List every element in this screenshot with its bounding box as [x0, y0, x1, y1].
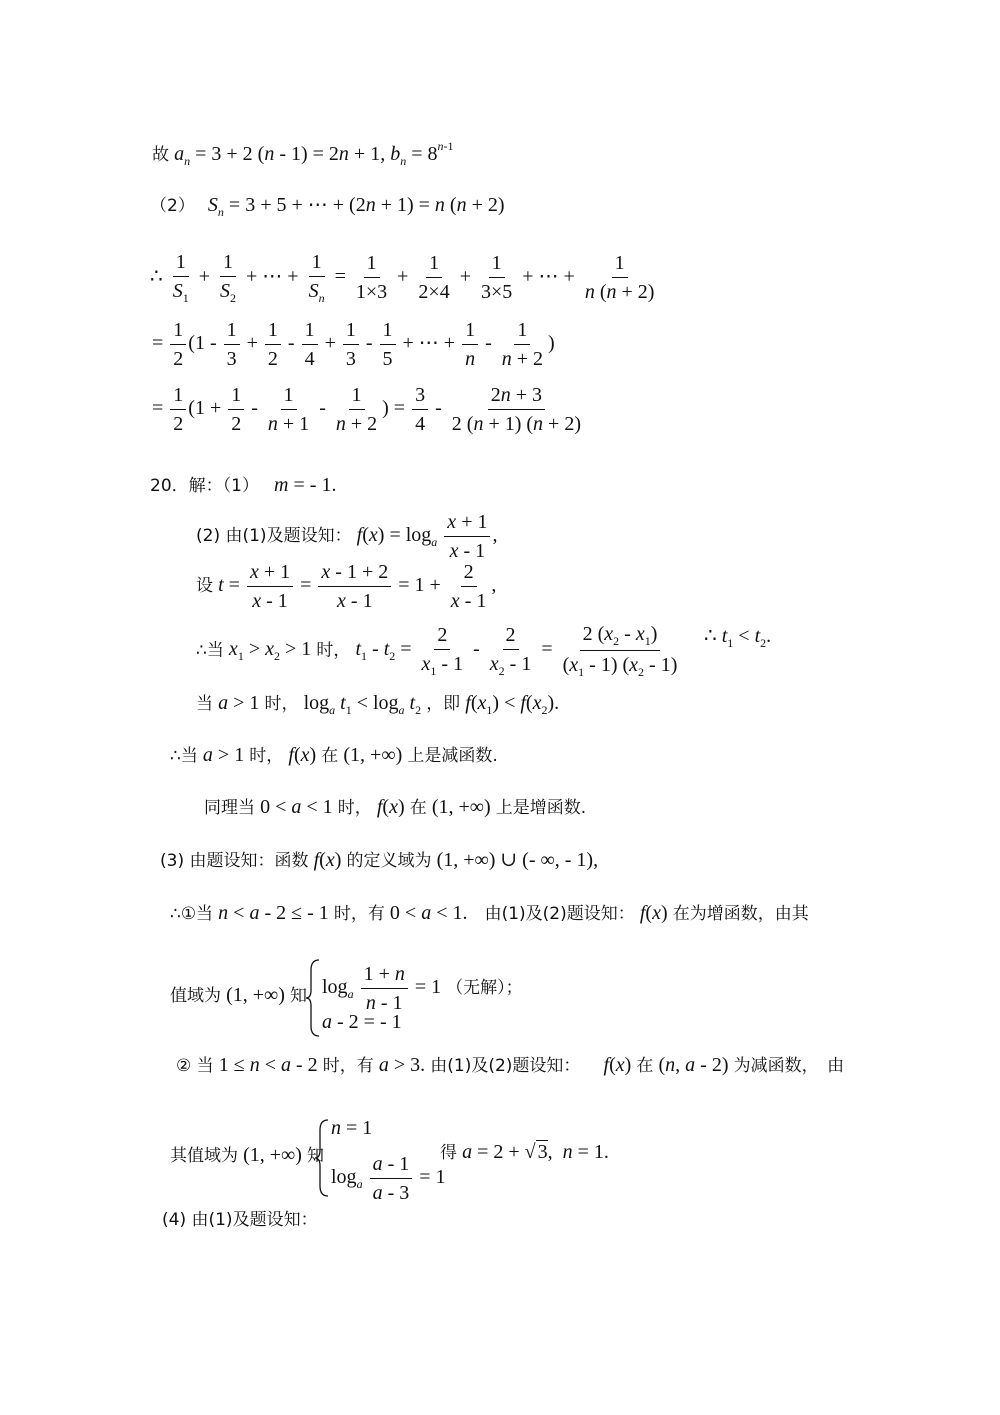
text-part-3: (3) 由题设知：函数 — [160, 851, 309, 871]
math-case-1-cond: n < a - 2 ≤ - 1 — [218, 902, 329, 924]
label-problem-20: 20．解：（1） — [150, 476, 259, 496]
case-1-range — [170, 985, 307, 1005]
math-fx-1: f(x) — [288, 744, 317, 766]
text-dang-1: ∴当 — [196, 640, 224, 661]
formula-log-compare — [196, 693, 559, 716]
math-a-gt-1b: a > 1 — [202, 744, 245, 766]
math-system-2-eq2: $\log_a$ $\frac{a - 1}{a - 3}$ = 1 — [331, 1153, 446, 1204]
case-2-range — [170, 1145, 324, 1165]
case-2-result — [440, 1142, 609, 1162]
text-by-1-2-a: 由(1)及(2)题设知： — [484, 904, 635, 924]
text-zhi-2: 知 — [307, 1146, 325, 1166]
math-t-diff: $t_1 - t_2$ = $\frac{2}{x_1 - 1}$ - $\frac{2}{x_2 - 1}$ = $\frac{2 (x_2 - x_1)}{(x_1 - 1) (x_2 - 1)}$ — [355, 623, 678, 680]
math-sn: $S_n = 3 + 5$ + ⋯ + (2n + 1) = n (n + 2) — [207, 194, 505, 219]
brace-1 — [306, 958, 322, 1038]
math-case-2-a: a > 3. — [378, 1054, 426, 1076]
math-case-2-cond: 1 ≤ n < a - 2 — [218, 1054, 318, 1076]
math-log-compare: $\log_a t_1 < \log_a t_2$ — [303, 692, 422, 717]
text-case-2: ② 当 — [176, 1056, 214, 1076]
math-interval-2: (1, +∞) — [431, 796, 491, 818]
text-shi-you-2: 时，有 — [322, 1056, 374, 1076]
label-part-2: （2） — [150, 196, 195, 216]
math-fx-2: f(x) — [376, 796, 405, 818]
math-interval-3: (n, a - 2) — [658, 1054, 729, 1076]
math-case-1-a: 0 < a < 1. — [389, 902, 468, 924]
formula-telescoping: = $\frac{1}{2}$ (1 - $\frac{1}{3}$ + $\frac{1}{2}$ - $\frac{1}{4}$ + $\frac{1}{3}$ - $\frac{1}{5}$ + ⋯ + $\frac{1}{n}$ - $\frac{1}{n + 2}$ ) — [152, 319, 555, 370]
text-domain: 的定义域为 — [346, 851, 432, 871]
case-2 — [176, 1055, 844, 1075]
formula-sn — [150, 195, 505, 218]
text-zai-3: 在 — [636, 1056, 654, 1076]
math-t-order: ∴ $t_1 < t_2$. — [704, 625, 772, 650]
brace-2 — [315, 1118, 331, 1198]
math-range-2: (1, +∞) — [243, 1144, 302, 1166]
math-fx-4: f(x) — [639, 902, 668, 924]
text-ji: ，即 — [426, 694, 461, 714]
statement-increasing — [204, 797, 586, 817]
text-its-range: 其值域为 — [170, 1146, 238, 1166]
text-zai-2: 在 — [409, 798, 427, 818]
math-an-bn: $a_n = 3 + 2$ (n - 1) = 2n + 1, $b_n = 8^{n-1}$ — [174, 139, 454, 168]
formula-result: = $\frac{1}{2}$ (1 + $\frac{1}{2}$ - $\frac{1}{n + 1}$ - $\frac{1}{n + 2}$ ) = $\frac{3}{4}$ - $\frac{2n + 3}{2 (n + 1) (n + 2)}$ — [152, 384, 581, 435]
text-case-1: ∴①当 — [170, 904, 214, 924]
math-range-1: (1, +∞) — [226, 984, 285, 1006]
text-decreasing: 上是减函数. — [407, 746, 498, 766]
math-f-compare: $f(x_1) < f(x_2)$. — [465, 692, 560, 717]
math-x-order: $x_1 > x_2 > 1$ — [228, 638, 312, 664]
statement-decreasing — [170, 745, 498, 765]
label-part-2b: (2) 由(1)及题设知： — [196, 526, 352, 547]
text-increasing: 上是增函数. — [495, 798, 587, 818]
math-system-1-eq2: a - 2 = - 1 — [322, 1011, 402, 1033]
text-range-is: 值域为 — [170, 986, 221, 1006]
problem-20-part-1 — [150, 475, 336, 495]
math-domain: (1, +∞) ∪ (- ∞, - 1), — [436, 849, 599, 871]
text-part-4: (4) 由(1)及题设知： — [162, 1210, 318, 1230]
math-result: a = 2 + √ 3, n = 1. — [462, 1141, 609, 1163]
text-by-1-2-b: 由(1)及(2)题设知： — [430, 1056, 581, 1076]
math-system-2-eq1: n = 1 — [331, 1117, 373, 1139]
math-fx-5: f(x) — [603, 1054, 632, 1076]
math-m-value: m = - 1. — [274, 474, 337, 496]
text-zhi-1: 知 — [290, 986, 308, 1006]
text-dec-range: 为减函数， 由 — [733, 1056, 845, 1076]
text-shi-1: 时， — [316, 640, 351, 661]
text-gu: 故 — [152, 145, 169, 165]
formula-sum-reciprocal: ∴ $\frac{1}{S_1}$ + $\frac{1}{S_2}$ + ⋯ + $\frac{1}{S_n}$ = $\frac{1}{1\times 3}$ + $\frac{1}{2\times 4}$ + $\frac{1}{3\times 5}$ + ⋯ + $\frac{1}{n (n + 2)}$ — [150, 251, 655, 305]
text-de: 得 — [440, 1143, 457, 1163]
text-zai-1: 在 — [321, 746, 339, 766]
text-dang-2: 当 — [196, 694, 213, 714]
text-inc-range: 在为增函数，由其 — [672, 904, 809, 924]
formula-f-def — [196, 510, 497, 563]
formula-t-diff — [196, 622, 682, 680]
math-interval-1: (1, +∞) — [343, 744, 403, 766]
math-a-gt-1: a > 1 — [218, 692, 260, 714]
text-she: 设 — [196, 576, 213, 597]
math-fx-3: f(x) — [313, 849, 342, 871]
math-a-range: 0 < a < 1 — [260, 796, 333, 818]
case-1 — [170, 903, 809, 923]
math-system-1-eq1: $\log_a$ $\frac{1 + n}{n - 1}$ = 1 （无解）； — [322, 963, 523, 1014]
text-dang-3: ∴当 — [170, 746, 198, 766]
part-4 — [162, 1212, 318, 1229]
statement-domain — [160, 850, 598, 870]
text-shi-3: 时， — [249, 746, 284, 766]
text-shi-2: 时， — [264, 694, 299, 714]
text-no-solution: （无解）； — [446, 978, 523, 999]
math-t-def: t = $\frac{x + 1}{x - 1}$ = $\frac{x - 1 + 2}{x - 1}$ = 1 + $\frac{2}{x - 1}$ , — [218, 561, 497, 612]
formula-t-def — [196, 560, 496, 613]
text-tongli: 同理当 — [204, 798, 255, 818]
formula-an-bn — [152, 140, 453, 167]
math-f-def: $f(x) = \log_a$ $\frac{x + 1}{x - 1}$ , — [356, 511, 498, 562]
text-shi-you-1: 时，有 — [333, 904, 385, 924]
text-shi-4: 时， — [337, 798, 372, 818]
